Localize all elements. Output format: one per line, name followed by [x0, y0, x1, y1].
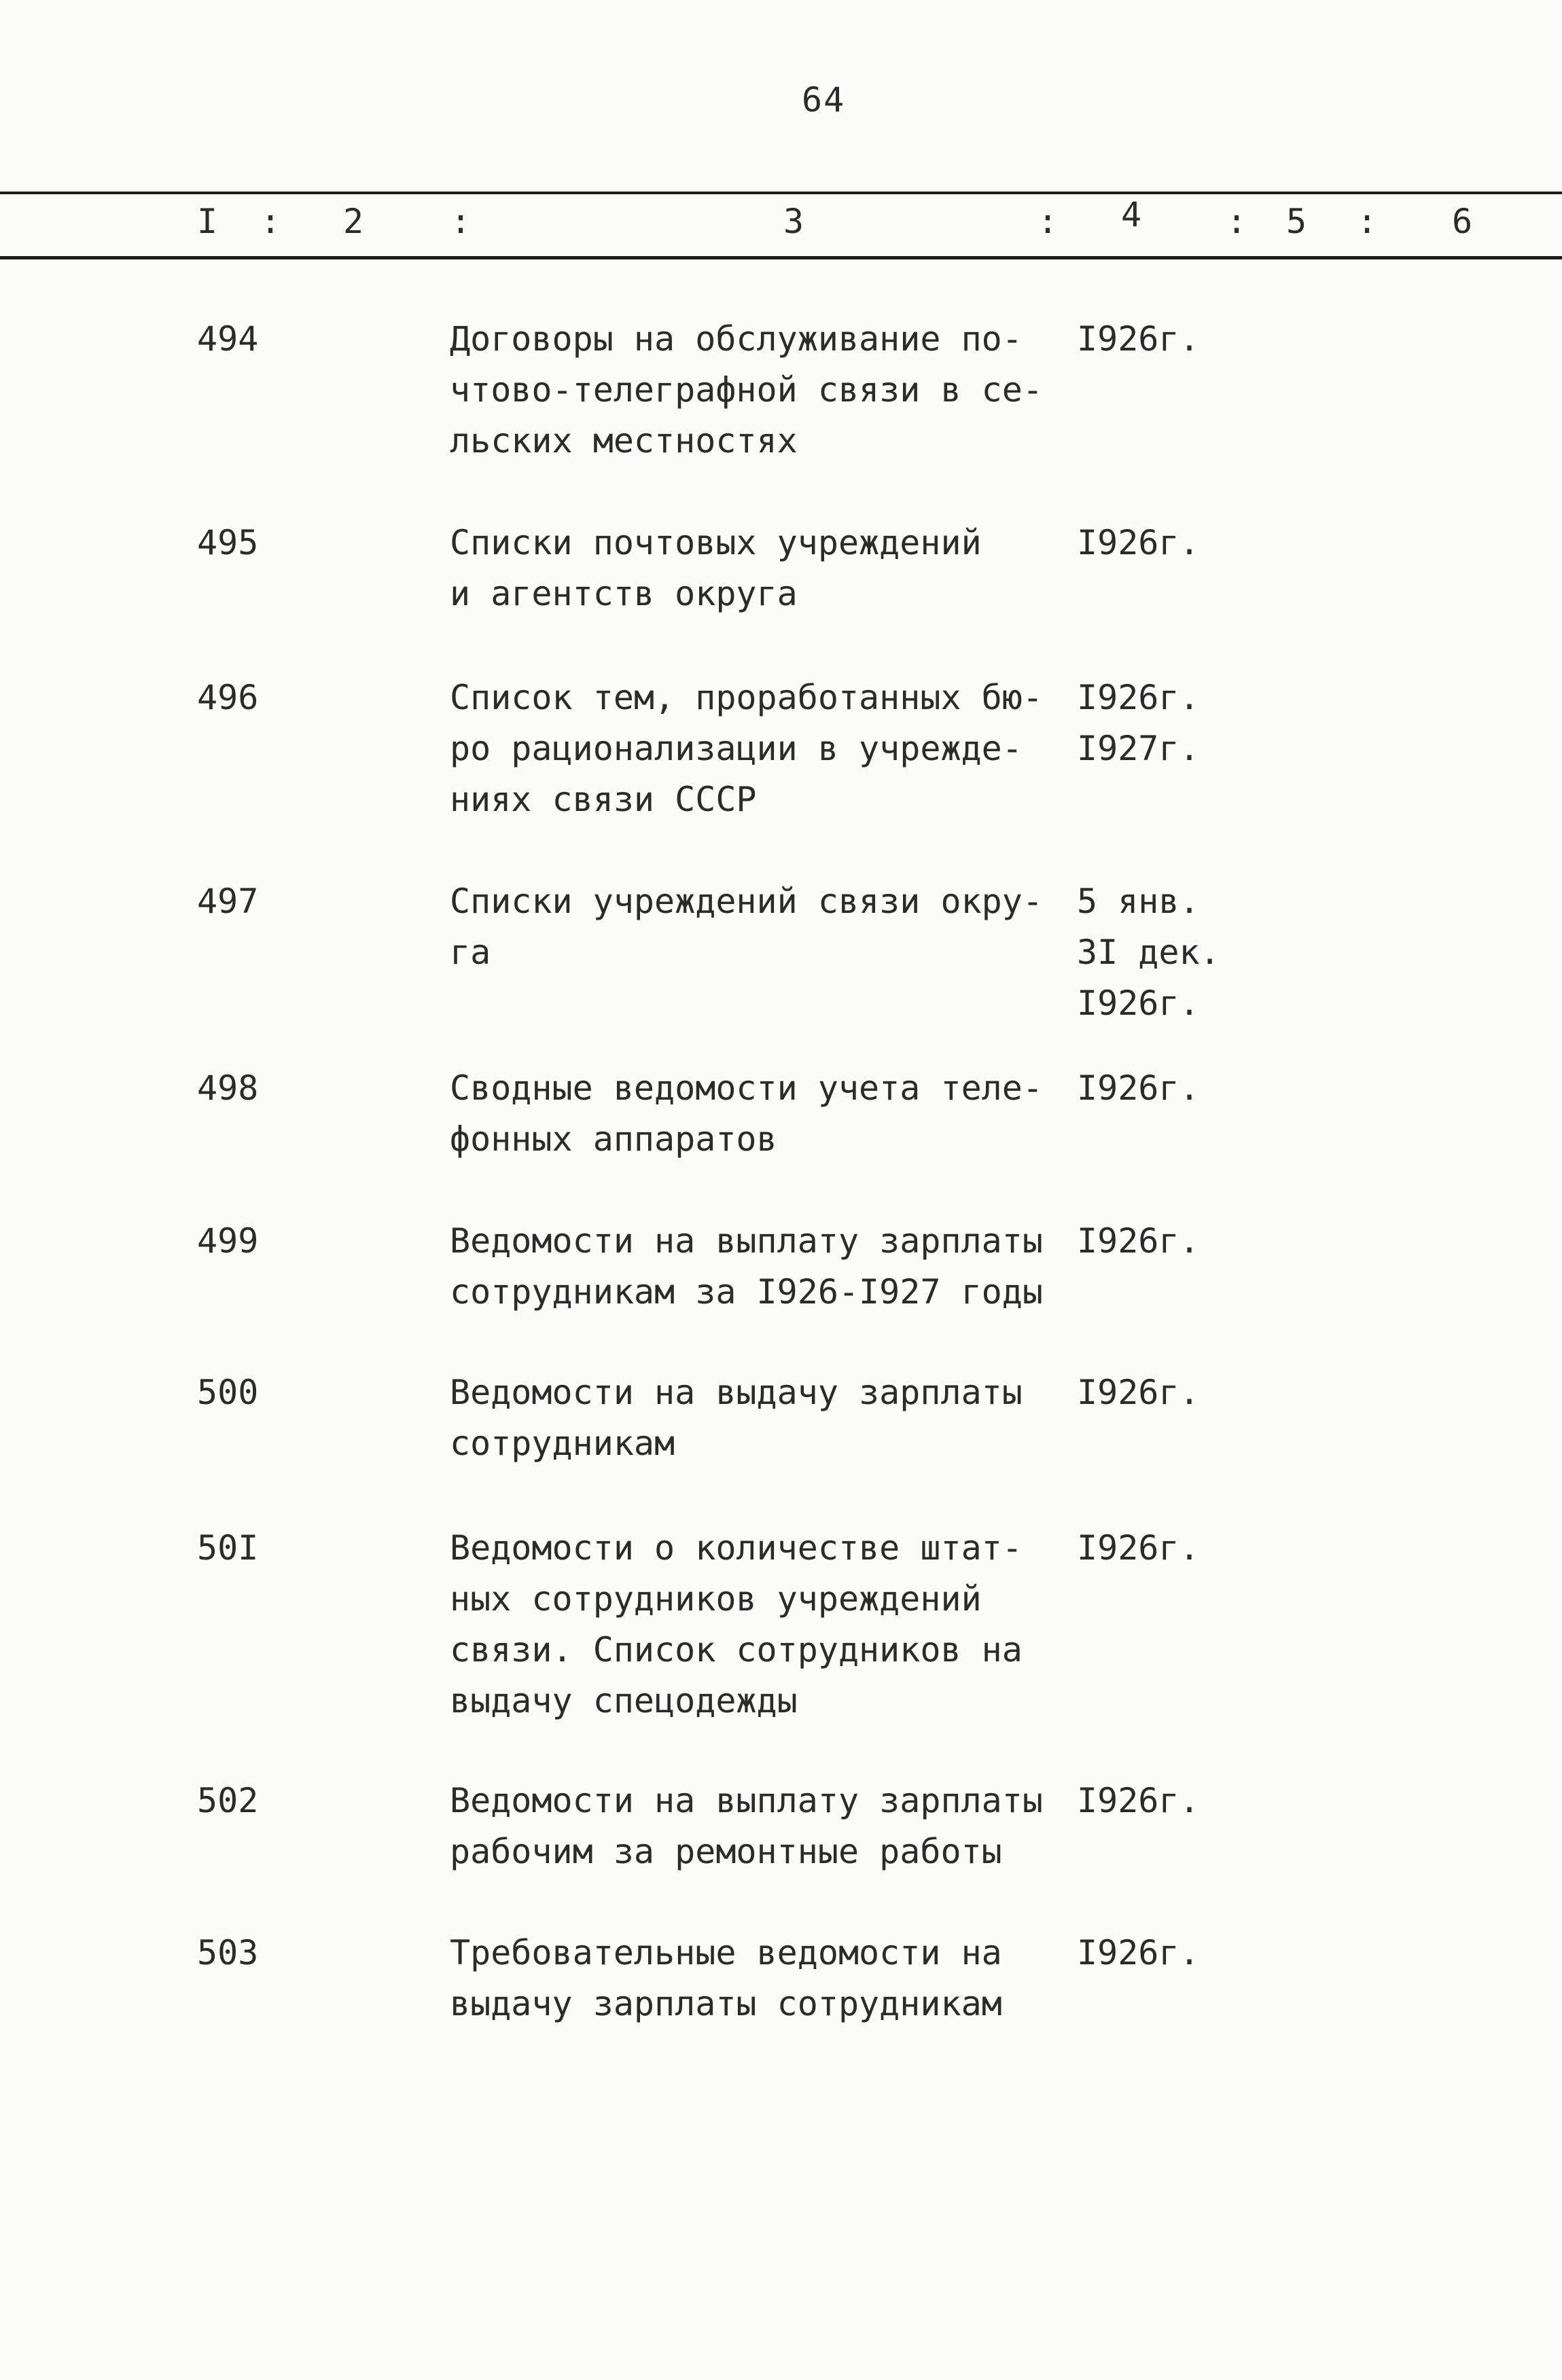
entry-date-line: 5 янв. — [1077, 882, 1200, 921]
entry-date-line: I926г. — [1077, 523, 1200, 562]
entry-title — [450, 1063, 1095, 1165]
entry-number: 496 — [197, 678, 259, 717]
column-header-1: I — [197, 202, 218, 241]
entry-title-line: льских местностях — [450, 421, 798, 461]
entry-date-line: 3I дек. — [1077, 933, 1220, 972]
entry-title-line: ных сотрудников учреждений — [450, 1579, 982, 1619]
column-separator: : — [260, 202, 281, 241]
entry-title-line: Ведомости о количестве штат- — [450, 1528, 1023, 1568]
column-header-4: 4 — [1121, 195, 1142, 234]
entry-title-line: связи. Список сотрудников на — [450, 1630, 1023, 1670]
table-header-top-rule — [0, 192, 1562, 194]
entry-number: 500 — [197, 1373, 259, 1412]
entry-date-line: I926г. — [1077, 1373, 1200, 1412]
entry-title — [450, 1523, 1095, 1727]
entry-dates — [1077, 314, 1200, 365]
entry-title-line: Списки учреждений связи окру- — [450, 882, 1043, 921]
entry-title-line: выдачу зарплаты сотрудникам — [450, 1984, 1002, 2023]
entry-title — [450, 1367, 1095, 1469]
entry-number: 494 — [197, 319, 259, 359]
entry-title-line: Ведомости на выдачу зарплаты — [450, 1373, 1023, 1412]
entry-title-line: ро рационализации в учрежде- — [450, 729, 1023, 768]
entry-number: 498 — [197, 1068, 259, 1108]
column-header-2: 2 — [343, 202, 364, 241]
entry-dates — [1077, 1775, 1200, 1826]
entry-title-line: рабочим за ремонтные работы — [450, 1832, 1002, 1871]
entry-dates — [1077, 1216, 1200, 1267]
entry-title-line: Списки почтовых учреждений — [450, 523, 982, 562]
column-header-6: 6 — [1452, 202, 1473, 241]
table-header-bottom-rule — [0, 256, 1562, 259]
entry-number: 497 — [197, 882, 259, 921]
entry-date-line: I926г. — [1077, 319, 1200, 359]
entry-date-line: I926г. — [1077, 984, 1200, 1023]
entry-title — [450, 1928, 1095, 2030]
entry-date-line: I926г. — [1077, 1221, 1200, 1261]
entry-dates — [1077, 1928, 1200, 1979]
entry-title-line: Ведомости на выплату зарплаты — [450, 1221, 1043, 1261]
entry-title-line: фонных аппаратов — [450, 1119, 777, 1159]
entry-title-line: чтово-телеграфной связи в се- — [450, 370, 1043, 410]
entry-title-line: Сводные ведомости учета теле- — [450, 1068, 1043, 1108]
entry-title — [450, 876, 1095, 978]
column-separator: : — [1357, 202, 1378, 241]
column-header-5: 5 — [1286, 202, 1307, 241]
entry-title-line: выдачу спецодежды — [450, 1681, 798, 1720]
entry-title — [450, 314, 1095, 467]
entry-date-line: I926г. — [1077, 678, 1200, 717]
entry-number: 50I — [197, 1528, 259, 1568]
entry-dates — [1077, 1063, 1200, 1114]
column-separator: : — [1037, 202, 1059, 241]
entry-title-line: ниях связи СССР — [450, 780, 757, 819]
column-separator: : — [1226, 202, 1247, 241]
entry-date-line: I926г. — [1077, 1933, 1200, 1972]
entry-title-line: сотрудникам — [450, 1424, 675, 1463]
entry-dates — [1077, 876, 1220, 1029]
entry-title — [450, 1216, 1095, 1318]
entry-title — [450, 1775, 1095, 1877]
entry-date-line: I926г. — [1077, 1528, 1200, 1568]
entry-title-line: Требовательные ведомости на — [450, 1933, 1002, 1972]
entry-date-line: I926г. — [1077, 1781, 1200, 1820]
entry-dates — [1077, 1523, 1200, 1574]
entry-number: 499 — [197, 1221, 259, 1261]
entry-dates — [1077, 518, 1200, 569]
column-header-3: 3 — [783, 202, 804, 241]
entry-date-line: I927г. — [1077, 729, 1200, 768]
entry-number: 503 — [197, 1933, 259, 1972]
entry-title — [450, 518, 1095, 619]
entry-title-line: и агентств округа — [450, 574, 798, 613]
entry-title-line: га — [450, 933, 491, 972]
entry-title-line: Список тем, проработанных бю- — [450, 678, 1043, 717]
entry-dates — [1077, 1367, 1200, 1418]
entry-title-line: Договоры на обслуживание по- — [450, 319, 1023, 359]
entry-number: 502 — [197, 1781, 259, 1820]
column-separator: : — [450, 202, 472, 241]
entry-number: 495 — [197, 523, 259, 562]
entry-date-line: I926г. — [1077, 1068, 1200, 1108]
page-number: 64 — [802, 80, 846, 120]
entry-title-line: сотрудникам за I926-I927 годы — [450, 1272, 1043, 1312]
entry-title-line: Ведомости на выплату зарплаты — [450, 1781, 1043, 1820]
entry-dates — [1077, 672, 1200, 774]
entry-title — [450, 672, 1095, 825]
